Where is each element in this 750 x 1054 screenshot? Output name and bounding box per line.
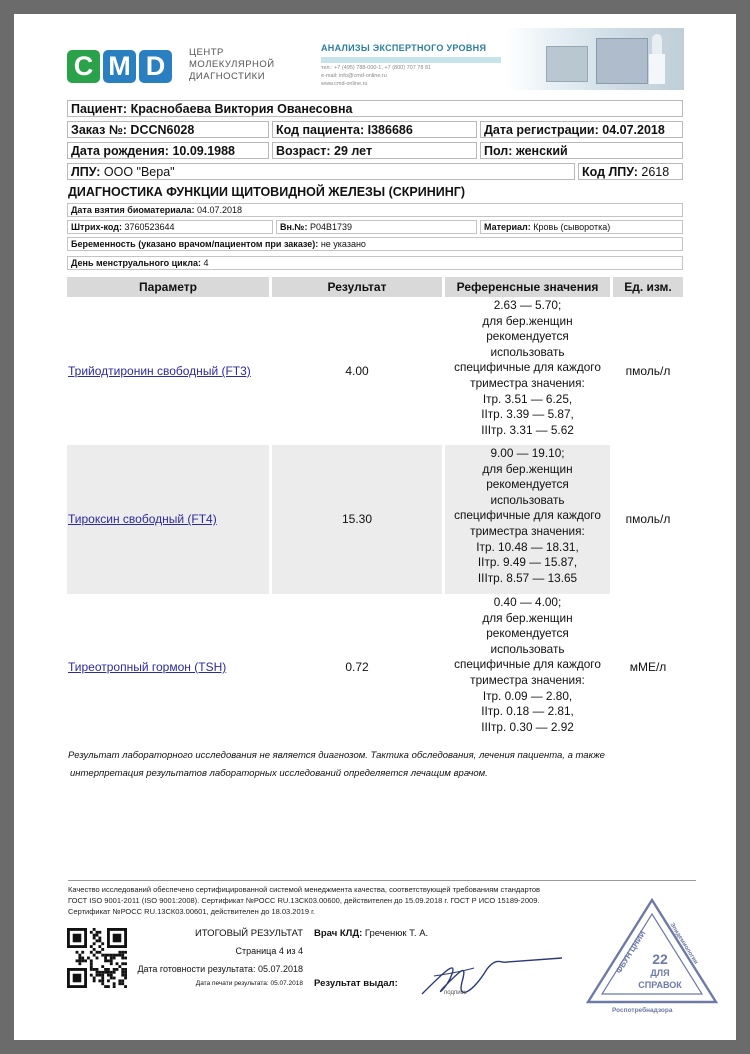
birth-date-field: Дата рождения: 10.09.1988 [67, 142, 269, 159]
slogan-underline [321, 57, 501, 63]
result-ft3: 4.00 [345, 364, 369, 378]
reference-line: 2.63 — 5.70; [493, 298, 562, 312]
birth-date: 10.09.1988 [172, 144, 235, 158]
stamp [582, 894, 722, 1014]
stamp-text-right: Эпидемиологии [668, 921, 699, 966]
reference-line: триместра значения: [470, 375, 585, 390]
reference-line: рекомендуется [486, 329, 569, 344]
stamp-number: 22 [652, 951, 668, 967]
barcode-field: Штрих-код: 3760523644 [67, 220, 273, 234]
stamp-text-left: ФБУН ЦНИИ [614, 929, 648, 976]
reference-line: для бер.женщин [482, 313, 573, 328]
lpu-code: 2618 [641, 165, 670, 179]
col-header-parameter: Параметр [67, 277, 269, 297]
registration-date: 04.07.2018 [602, 123, 665, 137]
stamp-for: ДЛЯ [650, 968, 670, 978]
org-line-3: ДИАГНОСТИКИ [189, 71, 266, 82]
material: Кровь (сыворотка) [533, 222, 611, 232]
vn-number: P04B1739 [309, 222, 353, 232]
print-date: Дата печати результата: 05.07.2018 [195, 980, 303, 987]
reference-line: IIтр. 9.49 — 15.87, [477, 555, 578, 570]
reference-line: Iтр. 3.51 — 6.25, [482, 391, 573, 406]
unit-ft3: пмоль/л [625, 364, 671, 378]
note-line: интерпретация результатов лабораторных исследований определяется лечащим врачом. [70, 768, 488, 779]
stamp-text-bottom: Роспотребнадзора [612, 1007, 673, 1014]
page-info: Страница 4 из 4 [235, 946, 303, 956]
quality-line: ГОСТ ISO 9001-2011 (ISO 9001:2008). Сертификат №РОСС RU.13СК03.00600, действителен до 15.09.2018 г. ГОСТ Р ИСО 15189-2009. [68, 896, 540, 905]
doctor-name: Греченюк Т. А. [364, 928, 429, 939]
signature-label: подпись [444, 990, 467, 996]
pregnancy-field: Беременность (указано врачом/пациентом при заказе): не указано [67, 237, 683, 251]
age: 29 лет [334, 144, 373, 158]
sample-date-field: Дата взятия биоматериала: 04.07.2018 [67, 203, 683, 217]
parameter-ft3[interactable]: Трийодтиронин свободный (FT3) [68, 364, 251, 378]
sex: женский [515, 144, 568, 158]
cycle-day-field: День менструального цикла: 4 [67, 256, 683, 270]
signature [412, 944, 572, 1004]
doctor-field: Врач КЛД: Греченюк Т. А. [314, 928, 429, 939]
reference-ft3 [445, 298, 610, 438]
org-line-1: ЦЕНТР [189, 47, 224, 58]
org-name [189, 47, 275, 83]
patient-name-field: Пациент: Краснобаева Виктория Ованесовна [67, 100, 683, 117]
issued-by-label: Результат выдал: [314, 978, 398, 989]
laboratory-photo [506, 28, 684, 90]
reference-line: использовать [490, 344, 565, 359]
patient-code: I386686 [367, 123, 413, 137]
logo-letter-m: M [103, 50, 136, 83]
reference-line: для бер.женщин [482, 610, 573, 625]
lpu-name: ООО "Вера" [103, 165, 175, 179]
reference-line: для бер.женщин [482, 461, 573, 476]
reference-line: IIIтр. 0.30 — 2.92 [481, 719, 574, 734]
parameter-ft4[interactable]: Тироксин свободный (FT4) [68, 512, 217, 526]
patient-code-field: Код пациента: I386686 [272, 121, 477, 138]
quality-statement [68, 884, 628, 917]
result-tsh: 0.72 [345, 660, 369, 674]
study-title: ДИАГНОСТИКА ФУНКЦИИ ЩИТОВИДНОЙ ЖЕЛЕЗЫ (СКРИНИНГ) [68, 185, 466, 199]
pregnancy: не указано [320, 239, 366, 249]
reference-line: IIтр. 0.18 — 2.81, [481, 704, 574, 719]
logo-letter-d: D [139, 50, 172, 83]
col-header-result: Результат [272, 277, 442, 297]
lpu-code-field: Код ЛПУ: 2618 [578, 163, 683, 180]
col-header-unit: Ед. изм. [613, 277, 683, 297]
logo-letter-c: C [67, 50, 100, 83]
contact-site: www.cmd-online.ru [321, 81, 368, 87]
quality-line: Качество исследований обеспечено сертифицированной системой менеджмента качества, соответствующей требованиям стандартов [68, 885, 540, 894]
reference-line: использовать [490, 641, 565, 656]
sex-field: Пол: женский [480, 142, 683, 159]
reference-line: рекомендуется [486, 477, 569, 492]
lab-report-page [14, 14, 736, 1040]
patient-name: Краснобаева Виктория Ованесовна [130, 102, 353, 116]
registration-date-field: Дата регистрации: 04.07.2018 [480, 121, 683, 138]
reference-line: IIIтр. 3.31 — 5.62 [481, 422, 574, 437]
parameter-tsh[interactable]: Тиреотропный гормон (TSH) [68, 660, 227, 674]
contact-phone: тел.: +7 (495) 788-000-1, +7 (800) 707 78 81 [321, 65, 432, 71]
reference-line: Iтр. 10.48 — 18.31, [476, 539, 579, 554]
reference-line: 0.40 — 4.00; [493, 595, 562, 609]
unit-ft4: пмоль/л [625, 512, 671, 526]
unit-tsh: мМЕ/л [629, 660, 667, 674]
reference-line: триместра значения: [470, 523, 585, 538]
col-header-reference: Референсные значения [445, 277, 610, 297]
material-field: Материал: Кровь (сыворотка) [480, 220, 683, 234]
reference-line: IIтр. 3.39 — 5.87, [481, 407, 574, 422]
reference-tsh [445, 595, 610, 735]
disclaimer-note [68, 747, 678, 783]
reference-ft4 [445, 446, 610, 586]
reference-line: специфичные для каждого [454, 360, 601, 375]
slogan: АНАЛИЗЫ ЭКСПЕРТНОГО УРОВНЯ [321, 43, 487, 53]
ready-date: Дата готовности результата: 05.07.2018 [137, 964, 303, 974]
quality-line: Сертификат №РОСС RU.13СК03.00601, действителен до 18.03.2019 г. [68, 907, 315, 916]
barcode: 3760523644 [124, 222, 175, 232]
vn-field: Вн.№: P04B1739 [276, 220, 477, 234]
qr-code [67, 928, 127, 988]
order-number: DCCN6028 [130, 123, 195, 137]
final-result-label: ИТОГОВЫЙ РЕЗУЛЬТАТ [194, 928, 303, 939]
footer-divider [68, 880, 696, 881]
reference-line: специфичные для каждого [454, 508, 601, 523]
lpu-field: ЛПУ: ООО "Вера" [67, 163, 575, 180]
result-ft4: 15.30 [341, 512, 373, 526]
reference-line: использовать [490, 492, 565, 507]
order-field: Заказ №: DCCN6028 [67, 121, 269, 138]
sample-date: 04.07.2018 [196, 205, 243, 215]
reference-line: триместра значения: [470, 672, 585, 687]
age-field: Возраст: 29 лет [272, 142, 477, 159]
org-line-2: МОЛЕКУЛЯРНОЙ [189, 59, 275, 70]
note-line: Результат лабораторного исследования не является диагнозом. Тактика обследования, лечения пациента, а также [68, 750, 605, 761]
reference-line: специфичные для каждого [454, 657, 601, 672]
reference-line: рекомендуется [486, 626, 569, 641]
contact-email: e-mail: info@cmd-online.ru [321, 73, 387, 79]
reference-line: 9.00 — 19.10; [490, 446, 565, 460]
reference-line: IIIтр. 8.57 — 13.65 [477, 570, 578, 585]
stamp-references: СПРАВОК [638, 980, 682, 990]
reference-line: Iтр. 0.09 — 2.80, [482, 688, 573, 703]
cycle-day: 4 [203, 258, 209, 268]
contacts [321, 64, 431, 88]
